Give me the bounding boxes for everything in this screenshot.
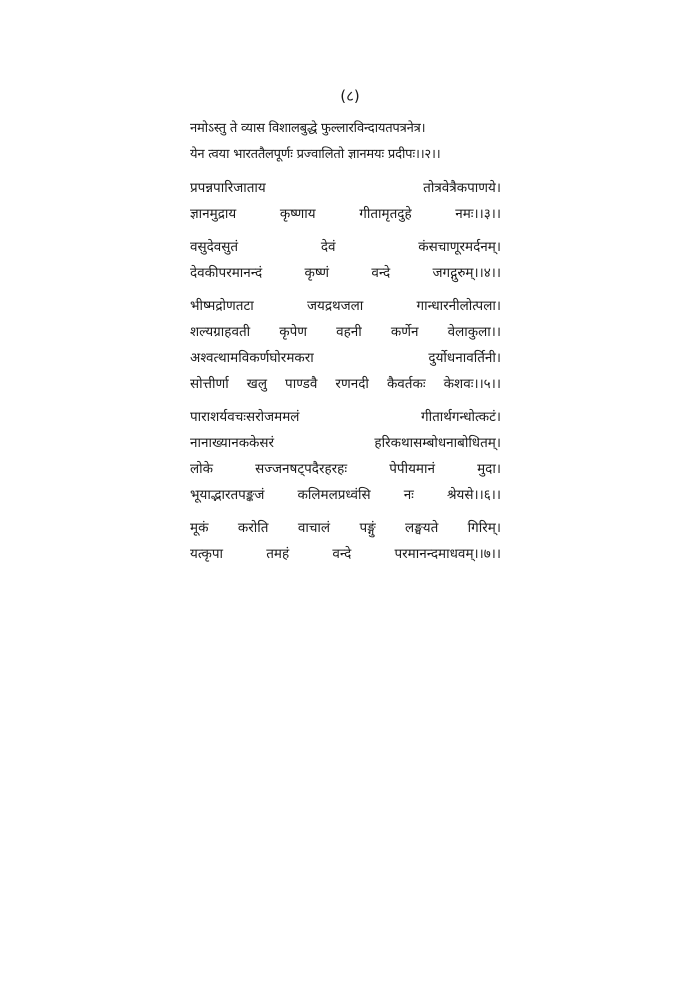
verse-line: येन त्वया भारततैलपूर्णः प्रज्वालितो ज्ञानमयः प्रदीपः।।२।।: [190, 147, 441, 162]
word: भूयाद्भारतपङ्कजं: [190, 487, 265, 503]
verse-line: [190, 260, 501, 286]
word: प्रपन्नपारिजाताय: [190, 180, 266, 196]
verse-line: [190, 541, 501, 567]
word: ज्ञानमुद्राय: [190, 206, 237, 222]
word: देवं: [320, 239, 336, 255]
verse-block: [190, 116, 501, 574]
word: मूकं: [190, 520, 209, 536]
word: वेलाकुला।।: [447, 324, 501, 340]
word: रणनदी: [335, 376, 369, 392]
word: नानाख्यानककेसरं: [190, 435, 275, 451]
word: लोके: [190, 461, 214, 477]
word: कृष्णं: [304, 265, 329, 281]
word: श्रेयसे।।६।।: [446, 487, 501, 503]
word: हरिकथासम्बोधनाबोधितम्।: [374, 435, 501, 451]
word: नः: [403, 487, 414, 503]
verse-3: [190, 175, 501, 227]
word: कृपेण: [279, 324, 308, 340]
word: नमः।।३।।: [455, 206, 501, 222]
verse-line: [190, 345, 501, 371]
word: पाराशर्यवचःसरोजममलं: [190, 409, 300, 425]
word: वहनी: [336, 324, 362, 340]
word: कलिमलप्रध्वंसि: [297, 487, 371, 503]
word: सज्जनषट्पदैरहरहः: [255, 461, 348, 477]
verse-line: [190, 404, 501, 430]
verse-line: [190, 371, 501, 397]
word: गान्धारनीलोत्पला।: [416, 298, 501, 314]
verse-2: [190, 116, 501, 168]
word: वन्दे: [332, 546, 352, 562]
verse-line: नमोऽस्तु ते व्यास विशालबुद्धे फुल्लारविन्दायतपत्रनेत्र।: [190, 121, 426, 136]
word: कृष्णाय: [279, 206, 316, 222]
word: तोत्रवेत्रैकपाणये।: [423, 180, 501, 196]
word: पङ्गुं: [359, 520, 376, 536]
verse-line: [190, 234, 501, 260]
verse-5: [190, 293, 501, 397]
word: करोति: [237, 520, 269, 536]
word: सोत्तीर्णा: [190, 376, 229, 392]
word: गीतामृतदुहे: [359, 206, 412, 222]
word: वन्दे: [371, 265, 391, 281]
word: यत्कृपा: [190, 546, 224, 562]
word: शल्यग्राहवती: [190, 324, 251, 340]
word: परमानन्दमाधवम्।।७।।: [394, 546, 501, 562]
verse-4: [190, 234, 501, 286]
verse-line: [190, 482, 501, 508]
verse-line: [190, 175, 501, 201]
page-number: (८): [340, 87, 360, 105]
word: कंसचाणूरमर्दनम्।: [418, 239, 501, 255]
word: दुर्योधनावर्तिनी।: [428, 350, 501, 366]
word: भीष्मद्रोणतटा: [190, 298, 254, 314]
word: केशवः।।५।।: [443, 376, 501, 392]
verse-line: [190, 201, 501, 227]
word: गीतार्थगन्धोत्कटं।: [421, 409, 501, 425]
word: तमहं: [266, 546, 290, 562]
word: देवकीपरमानन्दं: [190, 265, 263, 281]
word: जगद्गुरुम्।।४।।: [432, 265, 501, 281]
verse-line: [190, 319, 501, 345]
verse-6: [190, 404, 501, 508]
word: लङ्घयते: [405, 520, 439, 536]
verse-line: [190, 456, 501, 482]
word: पाण्डवै: [285, 376, 318, 392]
word: कर्णेन: [390, 324, 419, 340]
word: कैवर्तकः: [386, 376, 426, 392]
word: खलु: [246, 376, 267, 392]
word: वसुदेवसुतं: [190, 239, 239, 255]
word: मुदा।: [477, 461, 501, 477]
word: अश्वत्थामविकर्णघोरमकरा: [190, 350, 314, 366]
verse-line: [190, 293, 501, 319]
word: गिरिम्।: [467, 520, 501, 536]
verse-7: [190, 515, 501, 567]
word: पेपीयमानं: [389, 461, 435, 477]
verse-line: [190, 430, 501, 456]
verse-line: [190, 515, 501, 541]
word: वाचालं: [297, 520, 331, 536]
word: जयद्रथजला: [306, 298, 364, 314]
